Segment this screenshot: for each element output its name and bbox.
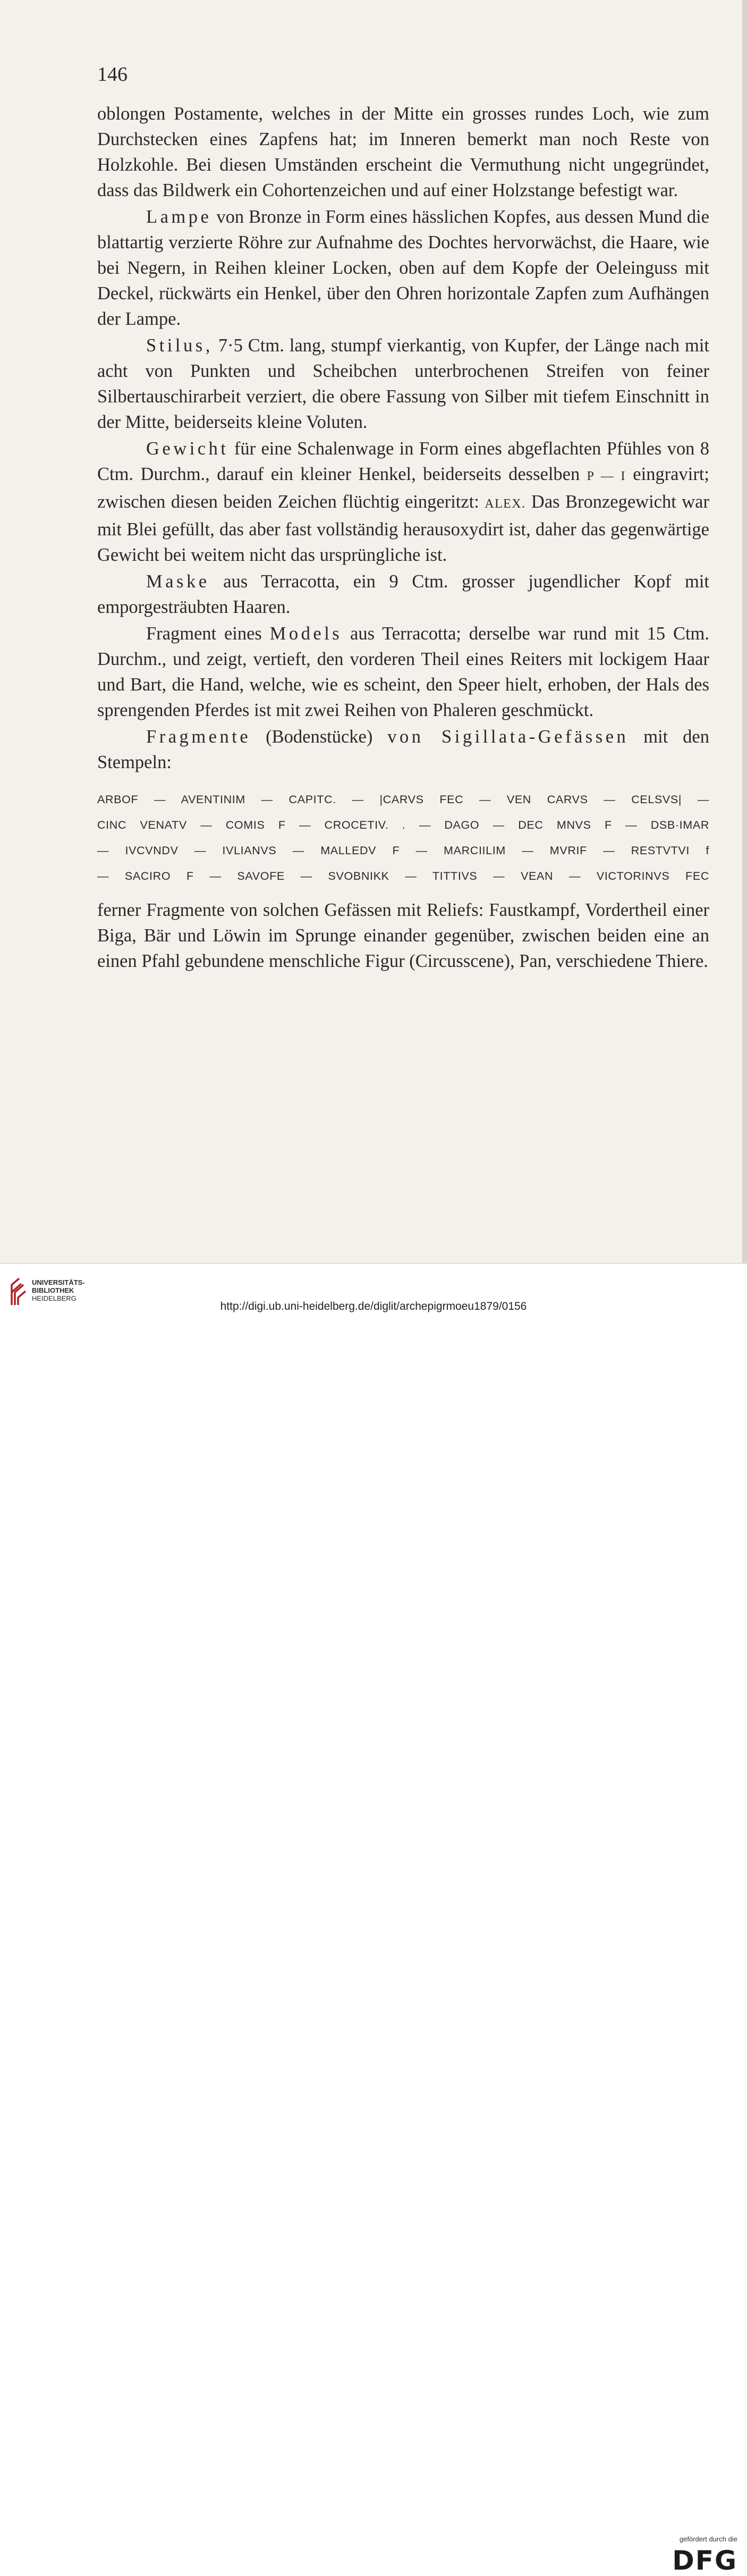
paragraph-stilus-text: 7·5 Ctm. lang, stumpf vierkantig, von Kupfer, der Länge nach mit acht von Punkten und Scheibchen unterbrochenen Streifen von feiner Silbertauschirarbeit verziert, die obere Fassung von Silber mit tiefem Einschnitt in der Mitte, beiderseits kleine Voluten. bbox=[97, 335, 709, 432]
paragraph-models bbox=[97, 621, 709, 723]
library-name-line: BIBLIOTHEK bbox=[32, 1286, 74, 1294]
stamp-line: — SACIRO F — SAVOFE — SVOBNIKK — TITTIVS — VEAN — VICTORINVS FEC bbox=[97, 870, 709, 882]
paragraph-lampe-text: von Bronze in Form eines hässlichen Kopfes, aus dessen Mund die blattartig verzierte Röhre zur Aufnahme des Dochtes hervorwächst, die Haare, wie bei Negern, in Reihen kleiner Locken, oben auf dem Kopfe der Oeleinguss mit Deckel, rückwärts ein Henkel, über den Ohren horizontale Zapfen zum Aufhängen der Lampe. bbox=[97, 207, 709, 329]
term-lampe: Lampe bbox=[146, 207, 212, 227]
paragraph-sigillata-mid: (Bodenstücke) bbox=[251, 727, 388, 747]
funding-caption: gefördert durch die bbox=[679, 2535, 737, 2543]
stamp-line: — IVCVNDV — IVLIANVS — MALLEDV F — MARCIILIM — MVRIF — RESTVTVI f bbox=[97, 844, 709, 857]
dfg-logo[interactable]: DFG bbox=[672, 2545, 737, 2576]
paragraph-gewicht-text-2: eingravirt; zwischen diesen beiden Zeichen flüchtig eingeritzt: bbox=[97, 464, 709, 512]
page-number: 146 bbox=[97, 63, 128, 86]
term-models: Models bbox=[269, 624, 343, 644]
term-sigillata: von Sigillata-Gefässen bbox=[387, 727, 629, 747]
paragraph-sigillata bbox=[97, 724, 709, 775]
inscription-p-i: P — I bbox=[587, 469, 626, 483]
paragraph-models-intro: Fragment eines bbox=[146, 624, 270, 644]
permalink-url[interactable]: http://digi.ub.uni-heidelberg.de/diglit/archepigrmoeu1879/0156 bbox=[220, 1300, 527, 1312]
paragraph-maske-text: aus Terracotta, ein 9 Ctm. grosser jugendlicher Kopf mit emporgesträubten Haaren. bbox=[97, 571, 709, 617]
scanned-page bbox=[0, 0, 747, 1263]
stamp-line: CINC VENATV — COMIS F — CROCETIV. . — DAGO — DEC MNVS F — DSB·IMAR bbox=[97, 819, 709, 831]
library-name bbox=[32, 1278, 85, 1302]
paragraph-stilus bbox=[97, 333, 709, 435]
library-name-line: HEIDELBERG bbox=[32, 1294, 77, 1302]
paragraph-models-text: aus Terracotta; derselbe war rund mit 15 Ctm. Durchm., und zeigt, vertieft, den vorderen Theil eines Reiters mit lockigem Haar und Bart, die Hand, welche, wie es scheint, den Speer hielt, erhoben, der Hals des sprengenden Pferdes ist mit zwei Reihen von Phaleren geschmückt. bbox=[97, 624, 709, 720]
paragraph-lampe bbox=[97, 204, 709, 332]
body-text bbox=[97, 101, 709, 974]
paragraph-gewicht-text-1: für eine Schalenwage in Form eines abgeflachten Pfühles von 8 Ctm. Durchm., darauf ein kleiner Henkel, beiderseits desselben bbox=[97, 439, 709, 484]
stamp-list bbox=[97, 787, 709, 889]
paragraph-gewicht-text-3: Das Bronzegewicht war mit Blei gefüllt, das aber fast vollständig herausoxydirt ist, daher das gegenwärtige Gewicht bei weitem nicht das ursprüngliche ist. bbox=[97, 492, 709, 565]
paragraph-reliefs: ferner Fragmente von solchen Gefässen mit Reliefs: Faustkampf, Vordertheil einer Biga, Bär und Löwin im Sprunge einander gegenüber, zwischen beiden eine an einen Pfahl gebundene menschliche Figur (Circusscene), Pan, verschiedene Thiere. bbox=[97, 900, 709, 971]
paragraph-maske bbox=[97, 569, 709, 620]
paragraph-sigillata-text: mit den Stempeln: bbox=[97, 727, 709, 772]
inscription-alex: ALEX. bbox=[485, 497, 526, 511]
paragraph-postament: oblongen Postamente, welches in der Mitte ein grosses rundes Loch, wie zum Durchstecken eines Zapfens hat; im Inneren bemerkt man noch Reste von Holzkohle. Bei diesen Umständen erscheint die Vermuthung nicht ungegründet, dass das Bildwerk ein Cohortenzeichen und auf einer Holzstange befestigt war. bbox=[97, 104, 709, 200]
term-gewicht: Gewicht bbox=[146, 439, 229, 459]
stamp-line: ARBOF — AVENTINIM — CAPITC. — |CARVS FEC — VEN CARVS — CELSVS| — bbox=[97, 793, 709, 806]
term-maske: Maske bbox=[146, 571, 210, 592]
term-stilus: Stilus, bbox=[146, 335, 213, 356]
paragraph-gewicht bbox=[97, 436, 709, 568]
library-name-line: UNIVERSITÄTS- bbox=[32, 1278, 85, 1286]
term-fragmente: Fragmente bbox=[146, 727, 251, 747]
